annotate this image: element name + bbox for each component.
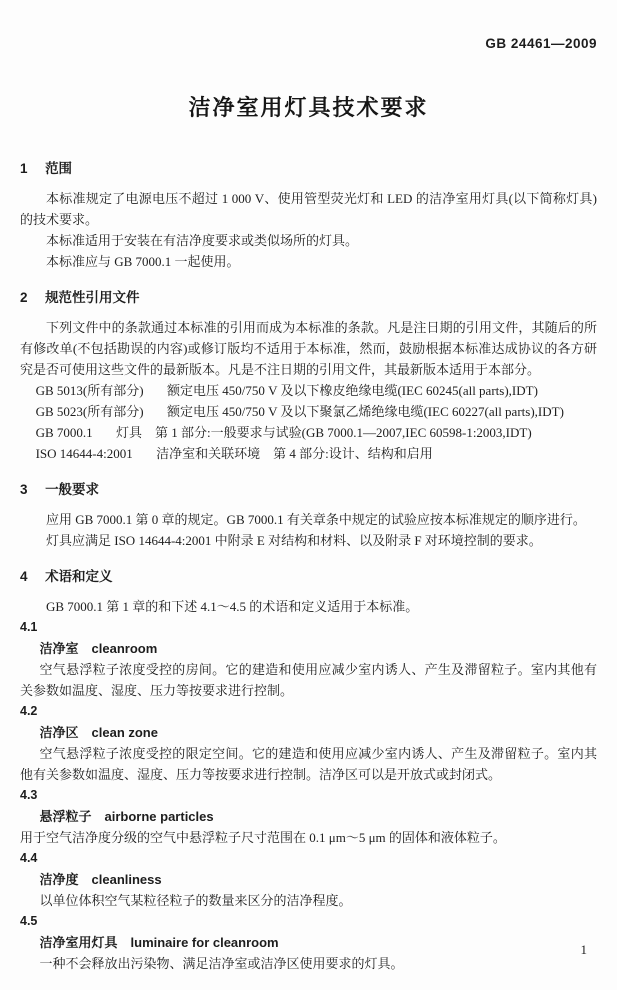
section-general-requirements bbox=[20, 479, 597, 551]
term-number: 4.2 bbox=[20, 704, 38, 718]
section-number: 1 bbox=[20, 161, 28, 176]
general-requirements-paragraph: 应用 GB 7000.1 第 0 章的规定。GB 7000.1 有关章条中规定的试验应按本标准规定的顺序进行。 bbox=[46, 512, 586, 527]
term-number: 4.1 bbox=[20, 620, 38, 634]
term-definition: 以单位体积空气某粒径粒子的数量来区分的洁净程度。 bbox=[39, 893, 352, 908]
document-title: 洁净室用灯具技术要求 bbox=[188, 95, 429, 120]
section-title: 规范性引用文件 bbox=[45, 290, 140, 305]
term-chinese: 悬浮粒子 bbox=[39, 809, 92, 824]
term-chinese: 洁净度 bbox=[39, 872, 79, 887]
section-number: 3 bbox=[20, 482, 28, 497]
section-heading bbox=[20, 566, 597, 587]
reference-code: GB 5013(所有部分) bbox=[35, 383, 144, 398]
general-requirements-paragraph: 灯具应满足 ISO 14644-4:2001 中附录 E 对结构和材料、以及附录 F 对环境控制的要求。 bbox=[46, 533, 542, 548]
term-chinese: 洁净室 bbox=[39, 641, 79, 656]
scope-paragraph: 本标准规定了电源电压不超过 1 000 V、使用管型荧光灯和 LED 的洁净室用灯具(以下简称灯具)的技术要求。 bbox=[20, 191, 597, 227]
term-number: 4.5 bbox=[20, 914, 38, 928]
scope-paragraph: 本标准适用于安装在有洁净度要求或类似场所的灯具。 bbox=[46, 233, 359, 248]
term-heading bbox=[40, 722, 598, 743]
term-definition: 空气悬浮粒子浓度受控的房间。它的建造和使用应减少室内诱人、产生及滞留粒子。室内其他有关参数如温度、湿度、压力等按要求进行控制。 bbox=[20, 662, 597, 698]
reference-code: GB 5023(所有部分) bbox=[35, 404, 144, 419]
term-number: 4.4 bbox=[20, 851, 38, 865]
reference-title: 洁净室和关联环境 第 4 部分:设计、结构和启用 bbox=[156, 446, 433, 461]
term-english: luminaire for cleanroom bbox=[130, 935, 279, 950]
term-english: cleanroom bbox=[91, 641, 158, 656]
reference-title: 灯具 第 1 部分:一般要求与试验(GB 7000.1—2007,IEC 60598-1:2003,IDT) bbox=[116, 425, 532, 440]
term-definition: 空气悬浮粒子浓度受控的限定空间。它的建造和使用应减少室内诱人、产生及滞留粒子。室内其他有关参数如温度、湿度、压力等按要求进行控制。洁净区可以是开放式或封闭式。 bbox=[20, 746, 597, 782]
term-english: clean zone bbox=[91, 725, 158, 740]
reference-item bbox=[36, 422, 597, 443]
term-chinese: 洁净区 bbox=[39, 725, 79, 740]
reference-title: 额定电压 450/750 V 及以下聚氯乙烯绝缘电缆(IEC 60227(all parts),IDT) bbox=[166, 404, 564, 419]
section-title: 范围 bbox=[45, 161, 73, 176]
scope-paragraph: 本标准应与 GB 7000.1 一起使用。 bbox=[46, 254, 240, 269]
reference-title: 额定电压 450/750 V 及以下橡皮绝缘电缆(IEC 60245(all parts),IDT) bbox=[166, 383, 538, 398]
reference-code: GB 7000.1 bbox=[35, 425, 93, 440]
reference-code: ISO 14644-4:2001 bbox=[35, 446, 133, 461]
term-heading bbox=[40, 638, 598, 659]
section-terms-and-definitions bbox=[20, 566, 597, 974]
term-heading bbox=[40, 869, 598, 890]
term-english: airborne particles bbox=[104, 809, 214, 824]
section-title: 术语和定义 bbox=[45, 569, 113, 584]
term-english: cleanliness bbox=[91, 872, 162, 887]
term-number: 4.3 bbox=[20, 788, 38, 802]
section-heading bbox=[20, 479, 597, 500]
terms-intro-paragraph: GB 7000.1 第 1 章的和下述 4.1～4.5 的术语和定义适用于本标准。 bbox=[46, 599, 419, 614]
term-block-luminaire-for-cleanroom bbox=[20, 911, 597, 974]
section-heading bbox=[20, 158, 597, 179]
term-definition: 用于空气洁净度分级的空气中悬浮粒子尺寸范围在 0.1 μm～5 μm 的固体和液体粒子。 bbox=[20, 830, 506, 845]
term-definition: 一种不会释放出污染物、满足洁净室或洁净区使用要求的灯具。 bbox=[39, 956, 404, 971]
term-block-cleanroom bbox=[20, 617, 597, 701]
standard-code: GB 24461—2009 bbox=[485, 36, 597, 51]
section-heading bbox=[20, 287, 597, 308]
page-number: 1 bbox=[580, 942, 587, 957]
reference-item bbox=[36, 380, 597, 401]
term-block-cleanliness bbox=[20, 848, 597, 911]
section-normative-references bbox=[20, 287, 597, 464]
section-number: 2 bbox=[20, 290, 28, 305]
reference-item bbox=[36, 443, 597, 464]
section-number: 4 bbox=[20, 569, 28, 584]
term-heading bbox=[40, 932, 598, 953]
term-block-airborne-particles bbox=[20, 785, 597, 848]
term-chinese: 洁净室用灯具 bbox=[39, 935, 118, 950]
reference-item bbox=[36, 401, 597, 422]
term-heading bbox=[40, 806, 598, 827]
section-title: 一般要求 bbox=[45, 482, 100, 497]
section-scope bbox=[20, 158, 597, 272]
term-block-clean-zone bbox=[20, 701, 597, 785]
references-intro-paragraph: 下列文件中的条款通过本标准的引用而成为本标准的条款。凡是注日期的引用文件，其随后的所有修改单(不包括勘误的内容)或修订版均不适用于本标准，然而，鼓励根据本标准达成协议的各方研究是否可使用这些文件的最新版本。凡是不注日期的引用文件，其最新版本适用于本部分。 bbox=[20, 320, 597, 377]
